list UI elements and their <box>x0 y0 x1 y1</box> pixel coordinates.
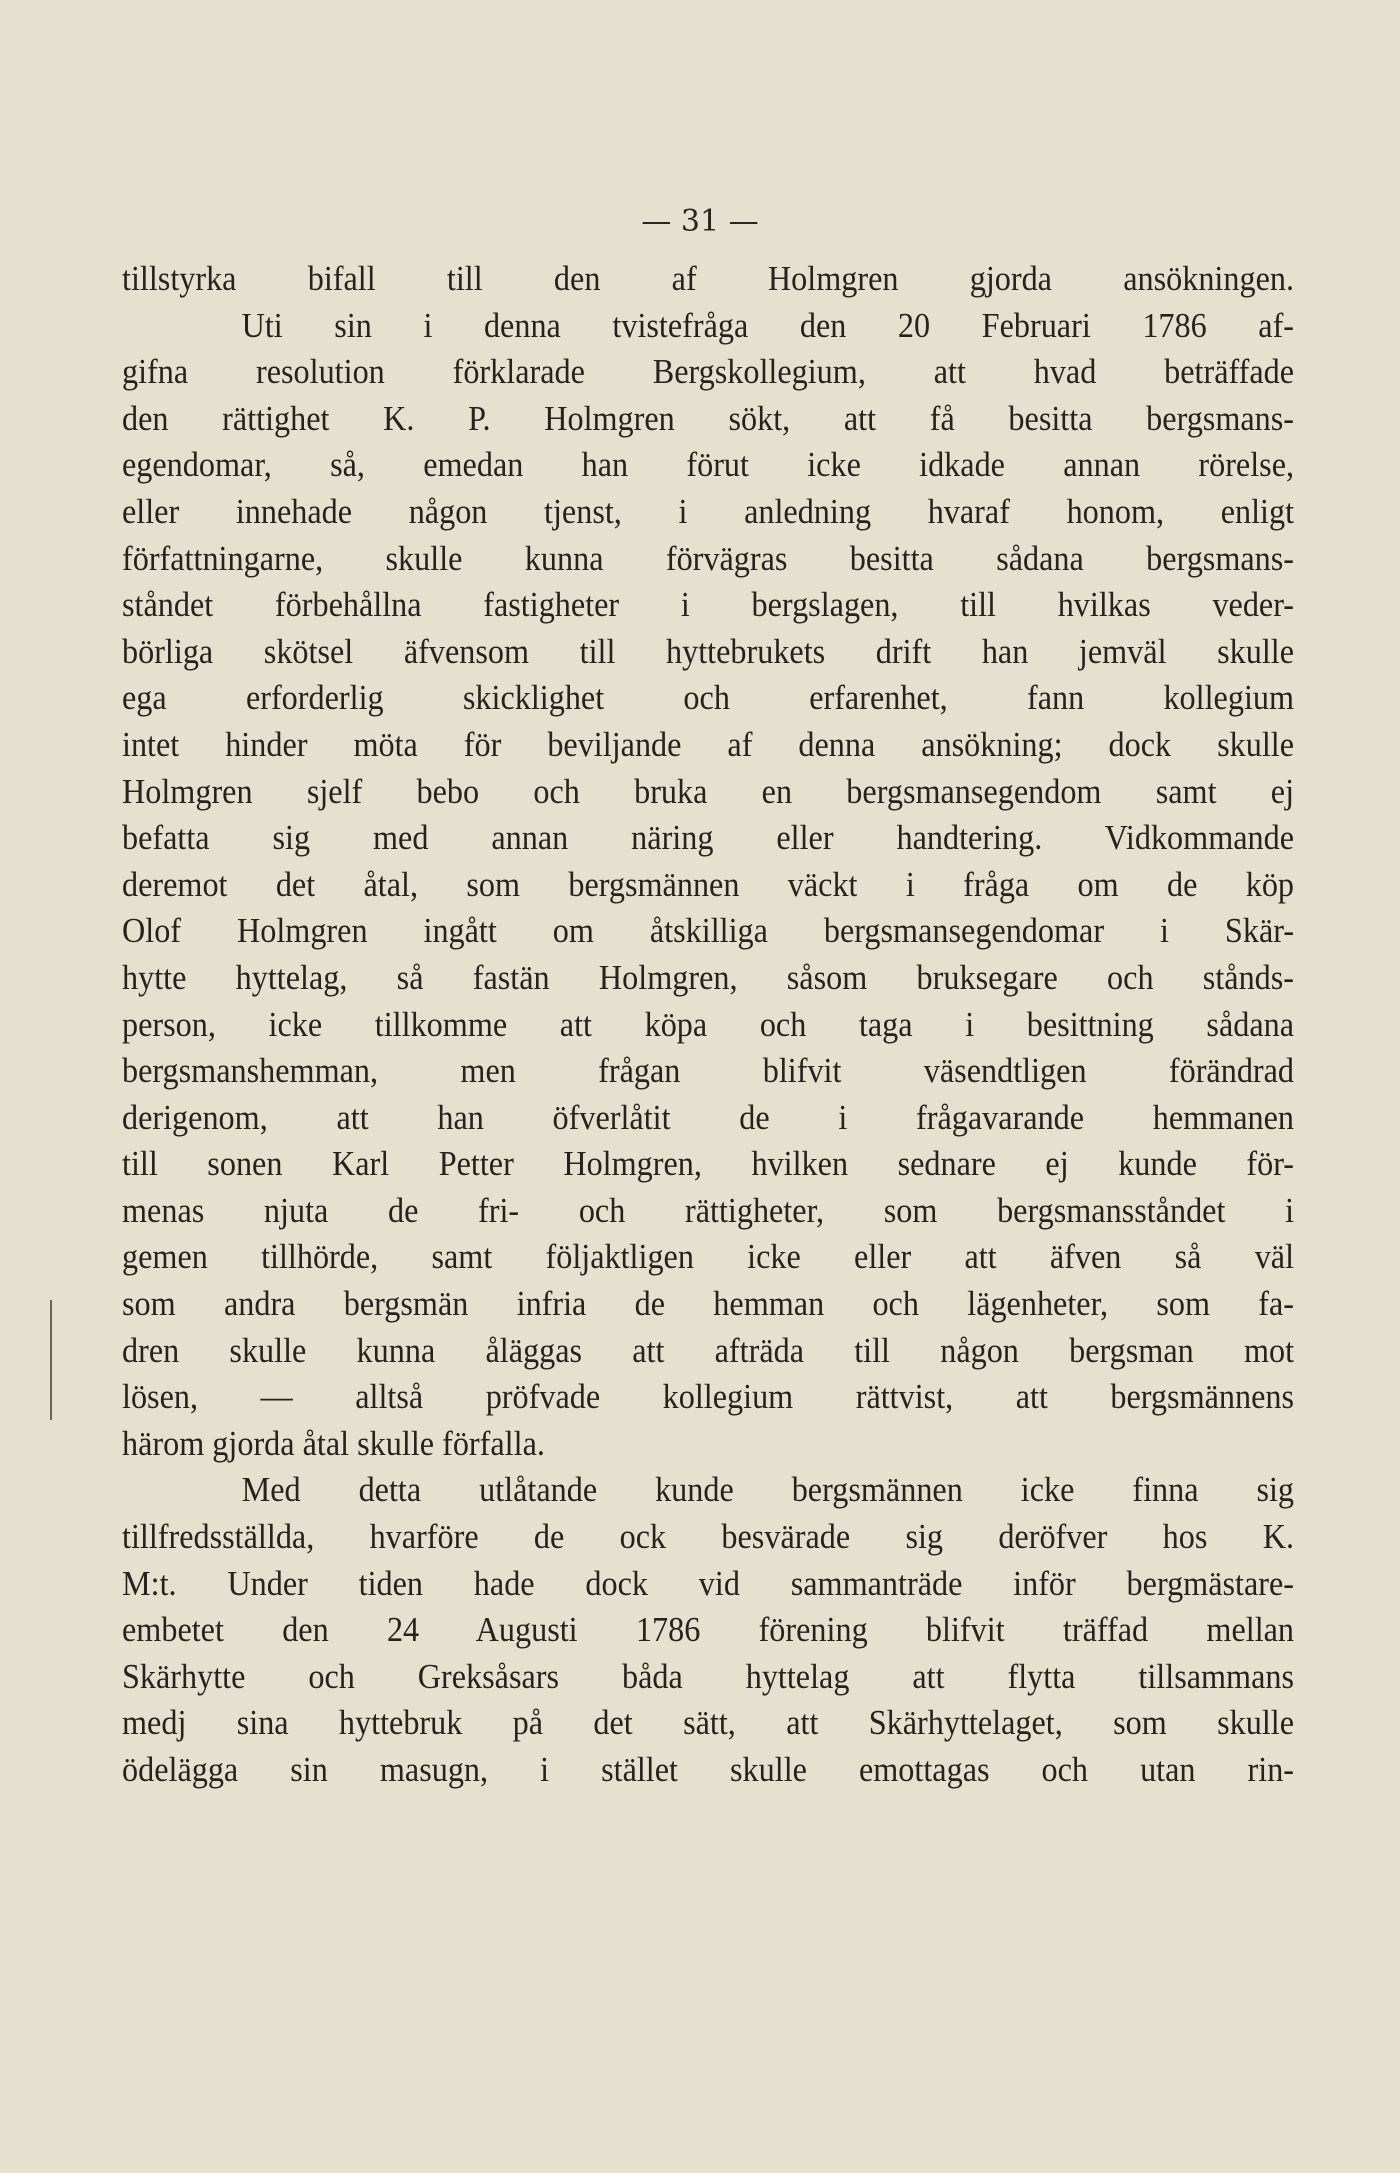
text-line: Uti sin i denna tvistefråga den 20 Februari 1786 af- <box>241 305 1295 345</box>
text-line: tillstyrka bifall till den af Holmgren gjorda ansökningen. <box>122 259 1295 298</box>
text-line: ståndet förbehållna fastigheter i bergslagen, till hvilkas veder- <box>122 585 1295 625</box>
text-line: Med detta utlåtande kunde bergsmännen icke finna sig <box>241 1470 1295 1510</box>
text-line: gifna resolution förklarade Bergskollegium, att hvad beträffade <box>122 352 1295 392</box>
margin-mark <box>50 1300 52 1420</box>
body-text <box>122 256 1294 1794</box>
text-line: befatta sig med annan näring eller handtering. Vidkommande <box>122 818 1295 858</box>
text-line: härom gjorda åtal skulle förfalla. <box>122 1423 545 1463</box>
text-line: ödelägga sin masugn, i stället skulle emottagas och utan rin- <box>122 1750 1295 1789</box>
text-line: till sonen Karl Petter Holmgren, hvilken sednare ej kunde för- <box>122 1144 1295 1184</box>
text-line: bergsmanshemman, men frågan blifvit väsendtligen förändrad <box>122 1051 1295 1091</box>
text-line: gemen tillhörde, samt följaktligen icke eller att äfven så väl <box>122 1237 1295 1277</box>
text-line: derigenom, att han öfverlåtit de i frågavarande hemmanen <box>122 1097 1295 1137</box>
text-line: intet hinder möta för beviljande af denna ansökning; dock skulle <box>122 724 1295 764</box>
page-number: — 31 — <box>641 204 759 239</box>
text-line: eller innehade någon tjenst, i anledning hvaraf honom, enligt <box>122 491 1295 531</box>
text-line: lösen, — alltså pröfvade kollegium rättvist, att bergsmännens <box>122 1377 1295 1417</box>
text-line: person, icke tillkomme att köpa och taga i besittning sådana <box>122 1004 1295 1044</box>
text-line: Skärhytte och Greksåsars båda hyttelag att flytta tillsammans <box>122 1656 1295 1696</box>
text-line: börliga skötsel äfvensom till hyttebrukets drift han jemväl skulle <box>122 631 1295 671</box>
text-line: hytte hyttelag, så fastän Holmgren, såsom bruksegare och stånds- <box>122 957 1295 997</box>
text-line: M:t. Under tiden hade dock vid sammanträde inför bergmästare- <box>122 1563 1295 1603</box>
text-line: medj sina hyttebruk på det sätt, att Skärhyttelaget, som skulle <box>122 1703 1295 1743</box>
text-line: deremot det åtal, som bergsmännen väckt i fråga om de köp <box>122 864 1295 904</box>
text-line: menas njuta de fri- och rättigheter, som bergsmansståndet i <box>122 1190 1295 1230</box>
text-line: dren skulle kunna åläggas att afträda till någon bergsman mot <box>122 1330 1295 1370</box>
text-line: egendomar, så, emedan han förut icke idkade annan rörelse, <box>122 445 1295 485</box>
text-line: Olof Holmgren ingått om åtskilliga bergsmansegendomar i Skär- <box>122 911 1295 951</box>
text-line: den rättighet K. P. Holmgren sökt, att få besitta bergsmans- <box>122 398 1295 438</box>
text-line: författningarne, skulle kunna förvägras besitta sådana bergsmans- <box>122 538 1295 578</box>
text-line: tillfredsställda, hvarföre de ock besvärade sig deröfver hos K. <box>122 1517 1295 1557</box>
text-line: som andra bergsmän infria de hemman och lägenheter, som fa- <box>122 1284 1295 1324</box>
text-line: embetet den 24 Augusti 1786 förening blifvit träffad mellan <box>122 1610 1295 1650</box>
text-line: Holmgren sjelf bebo och bruka en bergsmansegendom samt ej <box>122 771 1295 811</box>
text-line: ega erforderlig skicklighet och erfarenhet, fann kollegium <box>122 678 1295 718</box>
